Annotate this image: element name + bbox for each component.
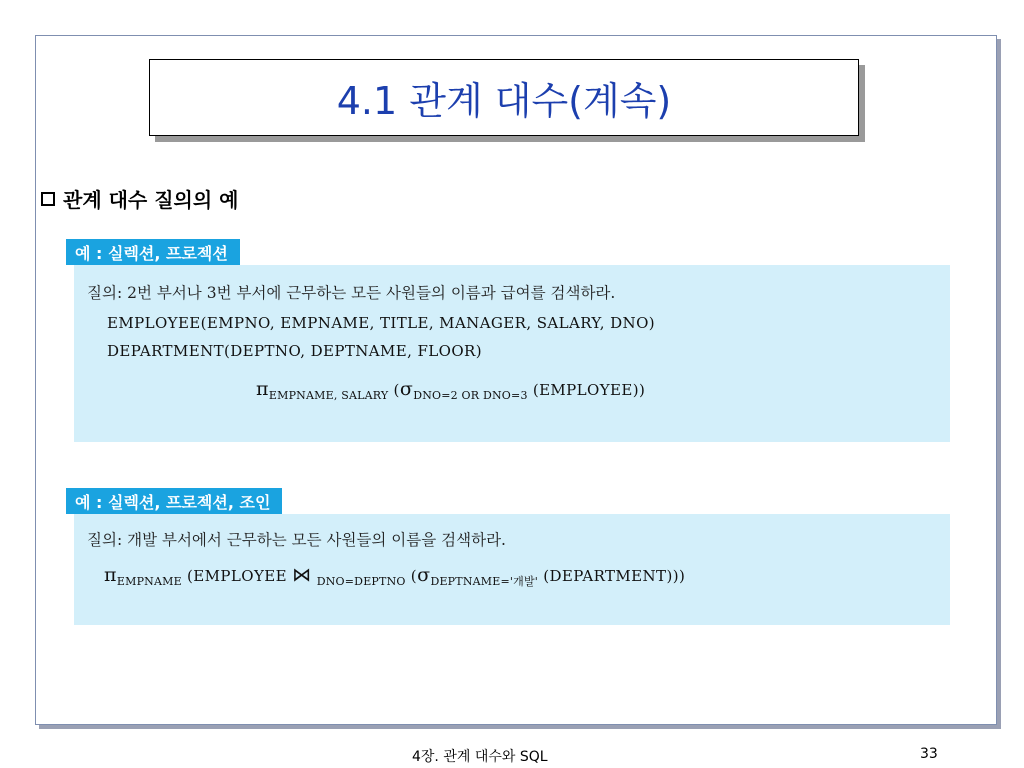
open-paren-employee: (EMPLOYEE [187, 567, 287, 585]
open-paren: ( [393, 381, 400, 399]
employee-schema: EMPLOYEE(EMPNO, EMPNAME, TITLE, MANAGER, SALARY, DNO) [107, 314, 656, 332]
section-heading-text: 관계 대수 질의의 예 [63, 188, 239, 212]
example2-box [74, 514, 950, 625]
slide [35, 35, 997, 725]
sigma-symbol: σ [399, 378, 414, 400]
formula-argument: (EMPLOYEE)) [532, 381, 646, 399]
example1-tag-label: 예 : 실렉션, 프로젝션 [75, 243, 228, 263]
pi-symbol: π [256, 378, 269, 400]
footer-chapter: 4장. 관계 대수와 SQL [412, 749, 548, 765]
example1-formula [256, 378, 645, 400]
example1-tag [66, 239, 240, 265]
page-number: 33 [920, 746, 938, 762]
example2-query: 질의: 개발 부서에서 근무하는 모든 사원들의 이름을 검색하라. [87, 531, 506, 549]
formula-argument: (DEPARTMENT))) [543, 567, 686, 585]
example1-query: 질의: 2번 부서나 3번 부서에 근무하는 모든 사원들의 이름과 급여를 검색하라. [87, 284, 616, 302]
join-subscript: DNO=DEPTNO [316, 575, 406, 588]
sigma-subscript: DNO=2 OR DNO=3 [413, 389, 528, 402]
title-box [149, 59, 859, 136]
pi-subscript: EMPNAME, SALARY [268, 389, 389, 402]
department-schema: DEPARTMENT(DEPTNO, DEPTNAME, FLOOR) [107, 342, 482, 360]
example2-tag-label: 예 : 실렉션, 프로젝션, 조인 [75, 492, 271, 512]
slide-title: 4.1 관계 대수(계속) [336, 79, 672, 123]
join-symbol: ⋈ [292, 564, 312, 586]
sigma-subscript: DEPTNAME='개발' [430, 575, 539, 588]
open-paren: ( [410, 567, 418, 585]
section-heading [41, 184, 238, 213]
pi-symbol: π [104, 564, 117, 586]
example1-box [74, 265, 950, 442]
pi-subscript: EMPNAME [116, 575, 182, 588]
example2-tag [66, 488, 282, 514]
sigma-symbol: σ [417, 564, 431, 586]
checkbox-bullet-icon [41, 192, 55, 206]
example2-formula [104, 564, 685, 586]
